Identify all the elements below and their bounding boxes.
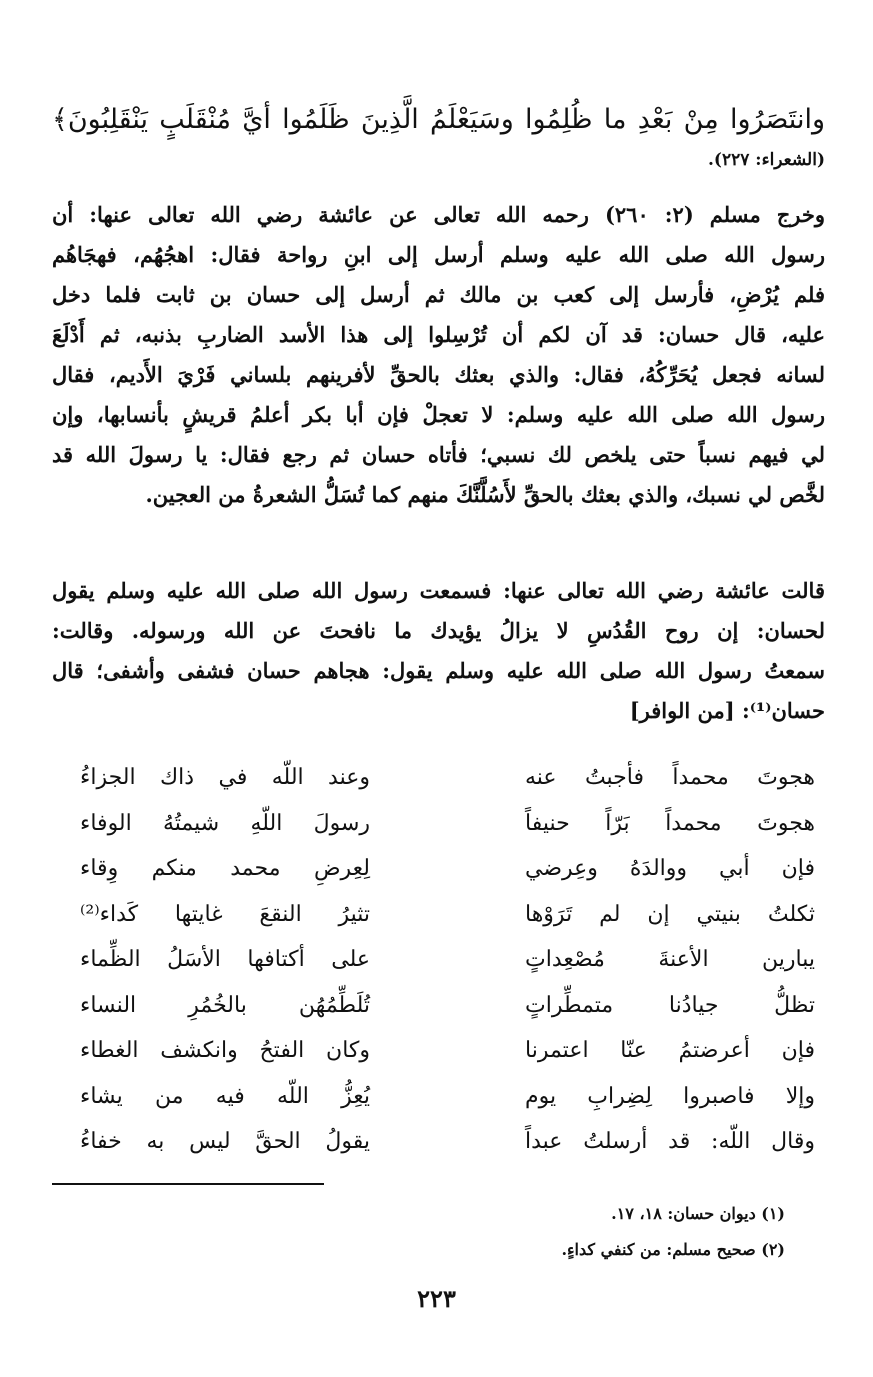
poem-first-hemistich: هجوتَ محمداً فأجبتُ عنه bbox=[525, 765, 815, 790]
footnote-divider bbox=[52, 1183, 324, 1185]
poem-verse bbox=[52, 804, 825, 850]
poem-verse bbox=[52, 849, 825, 895]
poem-verse bbox=[52, 758, 825, 804]
poem-verse bbox=[52, 1031, 825, 1077]
poem-second-hemistich: رسولَ اللّهِ شيمتُهُ الوفاء bbox=[80, 810, 370, 836]
poem-verse bbox=[52, 1077, 825, 1123]
text-line: لسانه فجعل يُحَرِّكُهُ، فقال: والذي بعثك بالحقِّ لأفرينهم بلساني فَرْيَ الأَديم، فقال bbox=[52, 362, 825, 387]
page-number: ٢٢٣ bbox=[417, 1284, 456, 1313]
text-line: رسول الله صلى الله عليه وسلم أرسل إلى ابنِ رواحة فقال: اهجُهُم، فهجَاهُم bbox=[52, 242, 825, 267]
poem-first-hemistich: وإلا فاصبروا لِضِرابِ يوم bbox=[525, 1083, 815, 1109]
text-line: قالت عائشة رضي الله تعالى عنها: فسمعت رسول الله صلى الله عليه وسلم يقول bbox=[52, 578, 825, 603]
text-line: فلم يُرْضِ، فأرسل إلى كعب بن مالك ثم أرسل إلى حسان بن ثابت فلما دخل bbox=[52, 282, 825, 307]
footnote: (٢) صحيح مسلم: من كنفي كداءٍ. bbox=[561, 1240, 785, 1259]
text-line: وخرج مسلم (٢: ٢٦٠) رحمه الله تعالى عن عائشة رضي الله تعالى عنها: أن bbox=[52, 202, 825, 227]
text-line: لخَّص لي نسبك، والذي بعثك بالحقِّ لأَسُلَّنَّكَ منهم كما تُسَلُّ الشعرةُ من العجين. bbox=[145, 482, 825, 507]
poem-first-hemistich: وقال اللّه: قد أرسلتُ عبداً bbox=[525, 1129, 815, 1154]
poem-second-hemistich: لِعِرضِ محمد منكم وِقاء bbox=[80, 856, 370, 881]
text-line: حسان⁽¹⁾: [من الوافر] bbox=[629, 698, 825, 723]
poem-first-hemistich: تظلُّ جيادُنا متمطِّراتٍ bbox=[525, 992, 815, 1018]
poem-verse bbox=[52, 940, 825, 986]
poem-first-hemistich: فإن أعرضتمُ عنّا اعتمرنا bbox=[525, 1038, 815, 1063]
poem-second-hemistich: على أكتافها الأسَلُ الظِّماء bbox=[80, 947, 370, 972]
poem-first-hemistich: هجوتَ محمداً بَرّاً حنيفاً bbox=[525, 810, 815, 836]
poem-first-hemistich: فإن أبي ووالدَهُ وعِرضي bbox=[525, 856, 815, 881]
poem-second-hemistich: يُعِزُّ اللّه فيه من يشاء bbox=[80, 1083, 370, 1109]
quran-verse: وانتَصَرُوا مِنْ بَعْدِ ما ظُلِمُوا وسَيَعْلَمُ الَّذِينَ ظَلَمُوا أيَّ مُنْقَلَبٍ يَنْقَلِبُونَ﴾ bbox=[52, 104, 825, 135]
paragraph-aisha bbox=[52, 571, 825, 731]
poem-second-hemistich: تُلَطِّمُهُن بالخُمُرِ النساء bbox=[80, 992, 370, 1018]
text-line: سمعتُ رسول الله صلى الله عليه وسلم يقول: هجاهم حسان فشفى وأشفى؛ قال bbox=[52, 658, 825, 683]
text-line: عليه، قال حسان: قد آن لكم أن تُرْسِلوا إلى هذا الأسد الضاربِ بذنبه، ثم أَدْلَعَ bbox=[52, 322, 825, 347]
footnote: (١) ديوان حسان: ١٨، ١٧. bbox=[611, 1204, 785, 1223]
poem-second-hemistich: يقولُ الحقَّ ليس به خفاءُ bbox=[80, 1129, 370, 1154]
text-line: لي فيهم نسباً حتى يلخص لك نسبي؛ فأتاه حسان ثم رجع فقال: يا رسولَ الله قد bbox=[52, 442, 825, 467]
verse-reference: (الشعراء: ٢٢٧). bbox=[708, 150, 825, 170]
poem-second-hemistich: وكان الفتحُ وانكشف الغطاء bbox=[80, 1038, 370, 1063]
poem-verse bbox=[52, 895, 825, 941]
poem-second-hemistich: وعند اللّه في ذاك الجزاءُ bbox=[80, 765, 370, 790]
text-line: لحسان: إن روح القُدُسِ لا يزالُ يؤيدك ما نافحتَ عن الله ورسوله. وقالت: bbox=[52, 618, 825, 643]
text-line: رسول الله صلى الله عليه وسلم: لا تعجلْ فإن أبا بكر أعلمُ قريشٍ بأنسابها، وإن bbox=[52, 402, 825, 427]
poem-verse bbox=[52, 986, 825, 1032]
paragraph-hadith bbox=[52, 195, 825, 515]
poem-first-hemistich: يبارين الأعنةَ مُصْعِداتٍ bbox=[525, 947, 815, 972]
poem-first-hemistich: ثكلتُ بنيتي إن لم تَرَوْها bbox=[525, 901, 815, 927]
footnotes bbox=[561, 1196, 785, 1268]
poem-second-hemistich: تثيرُ النقعَ غايتها كَداء⁽²⁾ bbox=[80, 901, 370, 927]
poem-verse bbox=[52, 1122, 825, 1168]
poem bbox=[52, 758, 825, 1168]
